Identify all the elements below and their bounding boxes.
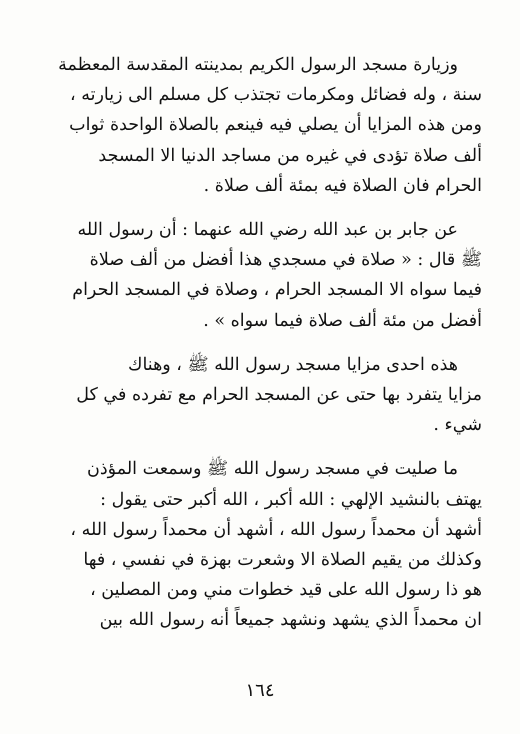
text-line: ﷺ قال : « صلاة في مسجدي هذا أفضل من ألف صلاة: [89, 250, 482, 271]
text-line: هذه احدى مزايا مسجد رسول الله ﷺ ، وهناك: [128, 354, 458, 375]
page-body-text: [40, 50, 482, 636]
text-line: وزيارة مسجد الرسول الكريم بمدينته المقدسة المعظمة: [58, 55, 458, 75]
text-line: أفضل من مئة ألف صلاة فيما سواه » .: [203, 310, 482, 331]
text-line: ومن هذه المزايا أن يصلي فيه فينعم بالصلاة الواحدة ثواب: [69, 115, 482, 136]
text-line: هو ذا رسول الله على قيد خطوات مني ومن المصلين ،: [90, 580, 482, 601]
page-number: ١٦٤: [245, 680, 275, 701]
text-line: الحرام فان الصلاة فيه بمئة ألف صلاة .: [203, 175, 482, 196]
text-line: ما صليت في مسجد رسول الله ﷺ وسمعت المؤذن: [87, 459, 458, 480]
text-line: عن جابر بن عبد الله رضي الله عنهما : أن رسول الله: [77, 220, 458, 241]
text-line: فيما سواه الا المسجد الحرام ، وصلاة في المسجد الحرام: [72, 280, 482, 301]
text-line: سنة ، وله فضائل ومكرمات تجتذب كل مسلم الى زيارته ،: [70, 85, 482, 106]
text-line: مزايا يتفرد بها حتى عن المسجد الحرام مع تفرده في كل: [76, 385, 482, 406]
text-line: ألف صلاة تؤدى في غيره من مساجد الدنيا الا المسجد: [98, 145, 482, 166]
text-line: وكذلك من يقيم الصلاة الا وشعرت بهزة في نفسي ، فها: [83, 550, 482, 571]
paragraph-4: [40, 454, 482, 635]
text-line: شيء .: [433, 415, 482, 436]
text-line: أشهد أن محمداً رسول الله ، أشهد أن محمداً رسول الله ،: [70, 519, 482, 540]
text-line: ان محمداً الذي يشهد ونشهد جميعاً أنه رسول الله بين: [99, 610, 482, 631]
paragraph-3: [40, 350, 482, 441]
paragraph-2: [40, 215, 482, 336]
paragraph-1: [40, 50, 482, 201]
text-line: يهتف بالنشيد الإلهي : الله أكبر ، الله أكبر حتى يقول :: [100, 489, 482, 510]
